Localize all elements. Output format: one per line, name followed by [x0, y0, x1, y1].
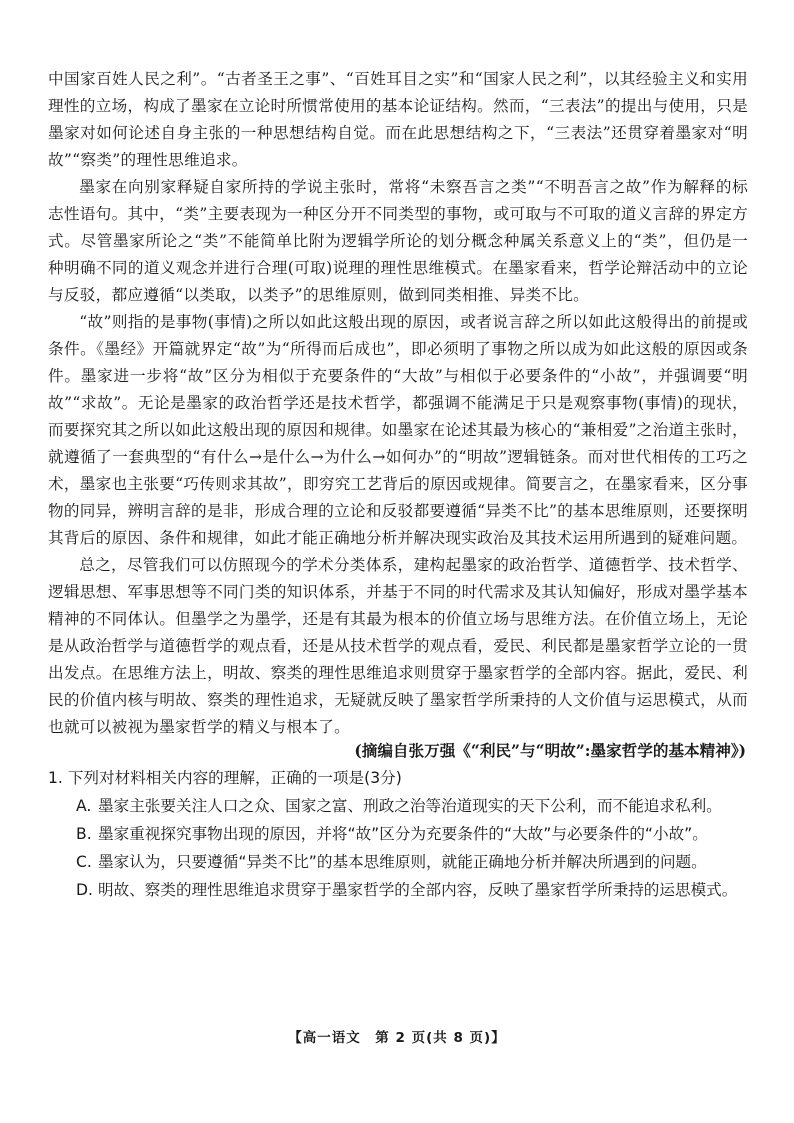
passage-paragraph-1: 中国家百姓人民之利”。“古者圣王之事”、“百姓耳目之实”和“国家人民之利”，以其经验主义和实用理性的立场，构成了墨家在立论时所惯常使用的基本论证结构。然而，“三表法”的提出与使用，只是墨家对如何论述自身主张的一种思想结构自觉。而在此思想结构之下，“三表法”还贯穿着墨家对“明故”“察类”的理性思维追求。 [48, 70, 748, 169]
question-stem: 1. 下列对材料相关内容的理解，正确的一项是(3分) [48, 769, 402, 787]
option-text: 明故、察类的理性思维追求贯穿于墨家哲学的全部内容，反映了墨家哲学所秉持的运思模式。 [98, 881, 738, 899]
reading-passage [48, 66, 748, 741]
option-letter: D. [76, 881, 93, 899]
option-c [48, 848, 748, 876]
option-b [48, 820, 748, 848]
source-citation: (摘编自张万强《“利民”与“明故”:墨家哲学的基本精神》) [354, 741, 746, 760]
passage-paragraph-4: 总之，尽管我们可以仿照现今的学术分类体系，建构起墨家的政治哲学、道德哲学、技术哲学、逻辑思想、军事思想等不同门类的知识体系，并基于不同的时代需求及其认知偏好，形成对墨学基本精神的不同体认。但墨学之为墨学，还是有其最为根本的价值立场与思维方法。在价值立场上，无论是从政治哲学与道德哲学的观点看，还是从技术哲学的观点看，爱民、利民都是墨家哲学立论的一贯出发点。在思维方法上，明故、察类的理性思维追求则贯穿于墨家哲学的全部内容。据此，爱民、利民的价值内核与明故、察类的理性追求，无疑就反映了墨家哲学所秉持的人文价值与运思模式，从而也就可以被视为墨家哲学的精义与根本了。 [48, 556, 748, 736]
option-text: 墨家主张要关注人口之众、国家之富、刑政之治等治道现实的天下公利，而不能追求私利。 [98, 797, 722, 815]
option-d [48, 876, 748, 904]
page-footer: 【高一语文 第 2 页(共 8 页)】 [288, 1030, 506, 1046]
option-letter: A. [76, 797, 92, 815]
passage-paragraph-2: 墨家在向别家释疑自家所持的学说主张时，常将“未察吾言之类”“不明吾言之故”作为解释的标志性语句。其中，“类”主要表现为一种区分开不同类型的事物，或可取与不可取的道义言辞的界定方式。尽管墨家所论之“类”不能简单比附为逻辑学所论的划分概念种属关系意义上的“类”，但仍是一种明确不同的道义观念并进行合理(可取)说理的理性思维模式。在墨家看来，哲学论辩活动中的立论与反驳，都应遵循“以类取，以类予”的思维原则，做到同类相推、异类不比。 [48, 178, 748, 304]
option-letter: B. [76, 825, 92, 843]
option-text: 墨家认为，只要遵循“异类不比”的基本思维原则，就能正确地分析并解决所遇到的问题。 [98, 853, 707, 871]
option-letter: C. [76, 853, 92, 871]
option-a [48, 792, 748, 820]
question-block [48, 764, 748, 904]
passage-paragraph-3: “故”则指的是事物(事情)之所以如此这般出现的原因，或者说言辞之所以如此这般得出的前提或条件。《墨经》开篇就界定“故”为“所得而后成也”，即必须明了事物之所以成为如此这般的原因或条件。墨家进一步将“故”区分为相似于充要条件的“大故”与相似于必要条件的“小故”，并强调要“明故”“求故”。无论是墨家的政治哲学还是技术哲学，都强调不能满足于只是观察事物(事情)的现状，而要探究其之所以如此这般出现的原因和规律。如墨家在论述其最为核心的“兼相爱”之治道主张时，就遵循了一套典型的“有什么→是什么→为什么→如何办”的“明故”逻辑链条。而对世代相传的工巧之术，墨家也主张要“巧传则求其故”，即穷究工艺背后的原因或规律。简要言之，在墨家看来，区分事物的同异，辨明言辞的是非，形成合理的立论和反驳都要遵循“异类不比”的基本思维原则，还要探明其背后的原因、条件和规律，如此才能正确地分析并解决现实政治及其技术运用所遇到的疑难问题。 [48, 313, 748, 547]
option-text: 墨家重视探究事物出现的原因，并将“故”区分为充要条件的“大故”与必要条件的“小故”。 [98, 825, 708, 843]
